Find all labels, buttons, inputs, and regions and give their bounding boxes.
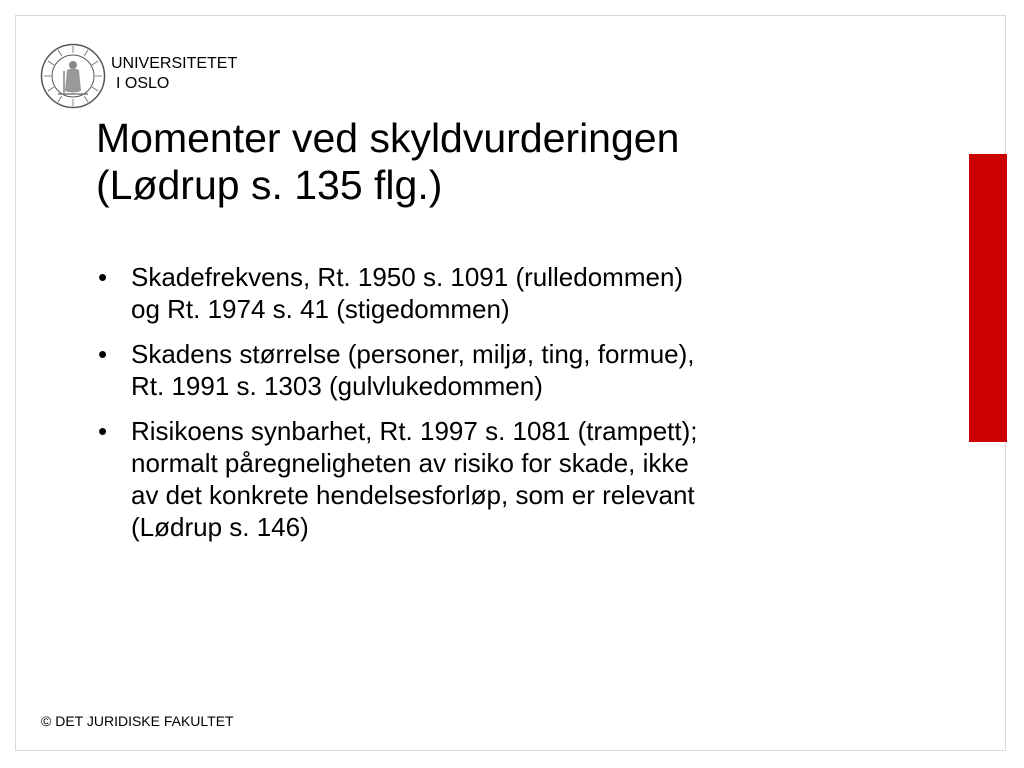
bullet-item [98, 415, 898, 543]
university-name-line2 [111, 74, 237, 94]
slide-title-line2: (Lødrup s. 135 flg.) [96, 162, 443, 208]
bullet-line: Skadens størrelse (personer, miljø, ting, formue), [131, 339, 695, 369]
bullet-line: og Rt. 1974 s. 41 (stigedommen) [131, 294, 510, 324]
university-seal-icon [40, 43, 106, 109]
slide-title-line1: Momenter ved skyldvurderingen [96, 115, 680, 161]
bullet-line: (Lødrup s. 146) [131, 512, 309, 542]
bullet-line: av det konkrete hendelsesforløp, som er relevant [131, 480, 695, 510]
bullet-marker: • [98, 339, 108, 369]
footer-copyright: © DET JURIDISKE FAKULTET [41, 713, 234, 729]
university-name-line2-text: I OSLO [116, 75, 170, 92]
bullet-line: Risikoens synbarhet, Rt. 1997 s. 1081 (trampett); [131, 416, 698, 446]
bullet-marker: • [98, 416, 108, 446]
bullet-item [98, 338, 898, 402]
bullet-item [98, 261, 898, 325]
bullet-line: Rt. 1991 s. 1303 (gulvlukedommen) [131, 371, 543, 401]
bullet-line: Skadefrekvens, Rt. 1950 s. 1091 (rulledommen) [131, 262, 684, 292]
bullet-list [98, 261, 898, 556]
university-name [111, 54, 237, 94]
slide-title [96, 115, 679, 209]
bullet-marker: • [98, 262, 108, 292]
university-name-line1: UNIVERSITETET [111, 55, 238, 72]
bullet-line: normalt påregneligheten av risiko for skade, ikke [131, 448, 689, 478]
accent-bar [969, 154, 1007, 442]
